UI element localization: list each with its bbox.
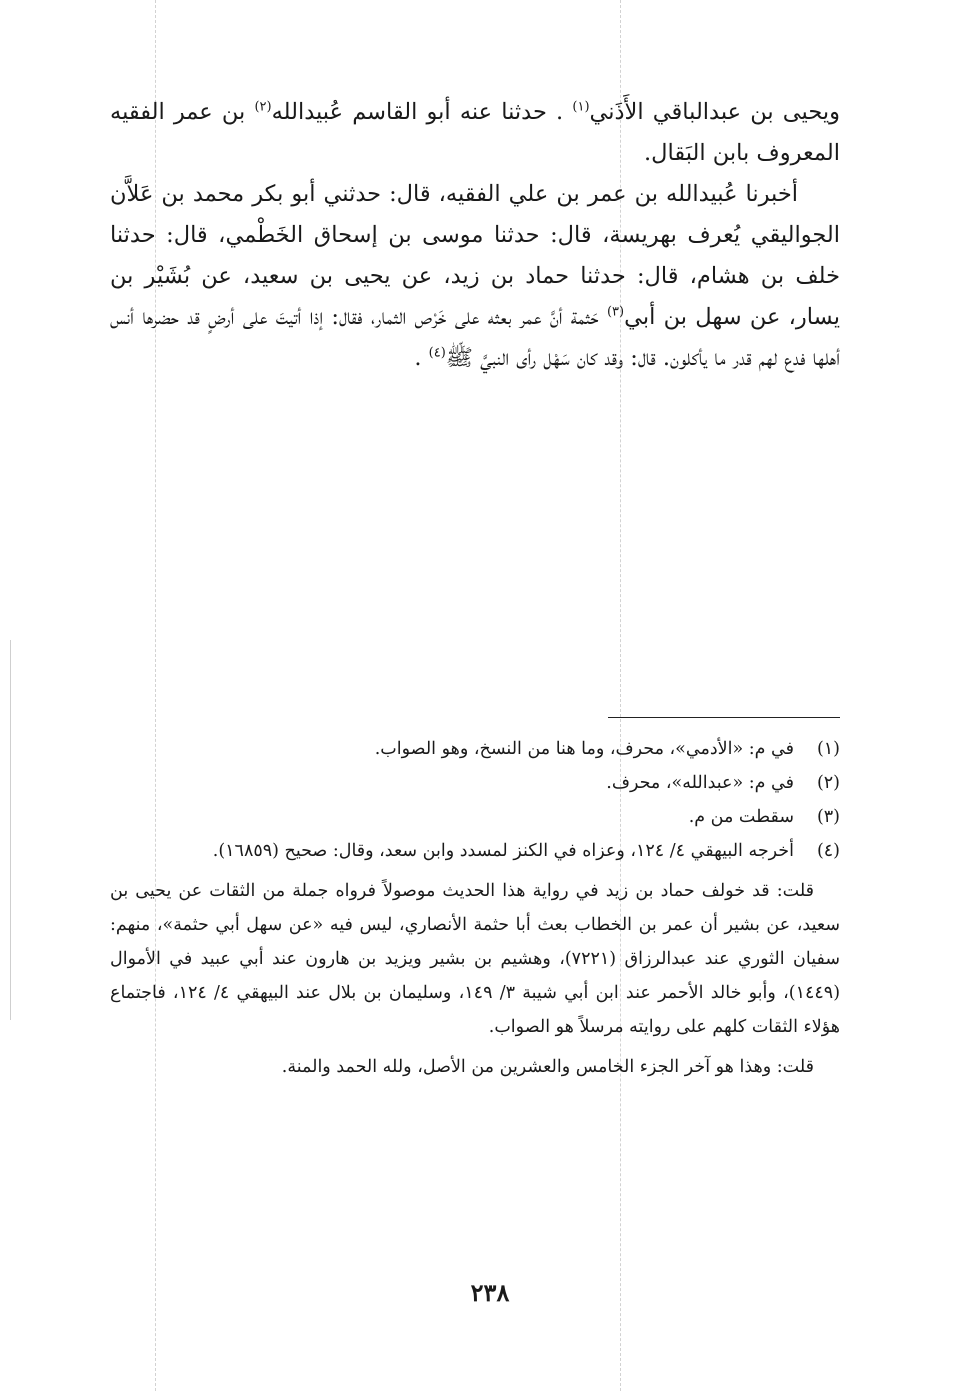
footnote-number: (٢) [816,773,840,793]
main-text [110,92,840,379]
footnotes-section [110,732,840,1084]
footnote-1 [110,732,840,766]
footnote-ref-4: (٤) [428,345,446,361]
page-number: ٢٣٨ [470,1278,510,1307]
footnote-text: في م: «الأدمي»، محرف، وما هنا من النسخ، وهو الصواب. [374,739,794,759]
paragraph-1 [110,92,840,174]
paragraph-2 [110,174,840,379]
blank-space [110,379,840,717]
footnote-ref-1: (١) [572,99,590,115]
footnote-text: في م: «عبدالله»، محرف. [606,773,794,793]
footnote-number: (٣) [816,807,840,827]
editor-note-2: قلت: وهذا هو آخر الجزء الخامس والعشرين من الأصل، ولله الحمد والمنة. [281,1057,814,1077]
footnote-ref-2: (٢) [254,99,272,115]
paragraph-1-text-a: ويحيى بن عبدالباقي الأَذَني [589,99,840,125]
paragraph-2-text-a: أخبرنا عُبيدالله بن عمر بن علي الفقيه، قال: حدثني أبو بكر محمد بن عَلاَّن الجواليقي يُعرف بهريسة، قال: حدثنا موسى بن إسحاق الخَطْمي، قال: حدثنا خلف بن هشام، قال: حدثنا حماد بن زيد، عن يحيى بن سعيد، عن بُشَيْر بن يسار، عن سهل بن أبي [110,181,840,330]
footnote-divider [608,717,840,718]
paragraph-2-text-c: . [414,345,429,371]
paragraph-2-text-b: حَثمة أنَّ عمر بعثه على خَرْص الثمار، فقال: إذا أتيتَ على أرضٍ قد حضرها أنس أهلها فدع لهم قدر ما يأكلون. قال: وقد كان سَهْل رأى النبيَّ ﷺ [110,304,840,371]
footnote-number: (٤) [816,841,840,861]
paragraph-1-text-b: . حدثنا عنه أبو القاسم عُبيدالله [271,99,573,125]
footnote-number: (١) [816,739,840,759]
footnote-2 [110,766,840,800]
scan-artifact-line [10,640,11,1020]
footnote-text: سقطت من م. [688,807,794,827]
footnote-3 [110,800,840,834]
footnote-ref-3: (٣) [606,304,625,320]
book-page [110,92,840,1084]
editor-note-1: قلت: قد خولف حماد بن زيد في رواية هذا الحديث موصولاً فرواه جملة من الثقات عن يحيى بن سعيد، عن بشير أن عمر بن الخطاب بعث أبا حثمة الأنصاري، ليس فيه «عن سهل أبي حثمة»، منهم: سفيان الثوري عند عبدالرزاق (٧٢٢١)، وهشيم بن بشير ويزيد بن هارون عند أبي عبيد في الأموال (١٤٤٩)، وأبو خالد الأحمر عند ابن أبي شيبة ٣/ ١٤٩، وسليمان بن بلال عند البيهقي ٤/ ١٢٤، فاجتماع هؤلاء الثقات كلهم على روايته مرسلاً هو الصواب. [110,881,841,1037]
paragraph-1-text-c: بن عمر الفقيه المعروف بابن البَقال. [110,99,840,166]
footnote-text: أخرجه البيهقي ٤/ ١٢٤، وعزاه في الكنز لمسدد وابن سعد، وقال: صحيح (١٦٨٥٩). [212,841,794,861]
footnote-4 [110,834,840,868]
